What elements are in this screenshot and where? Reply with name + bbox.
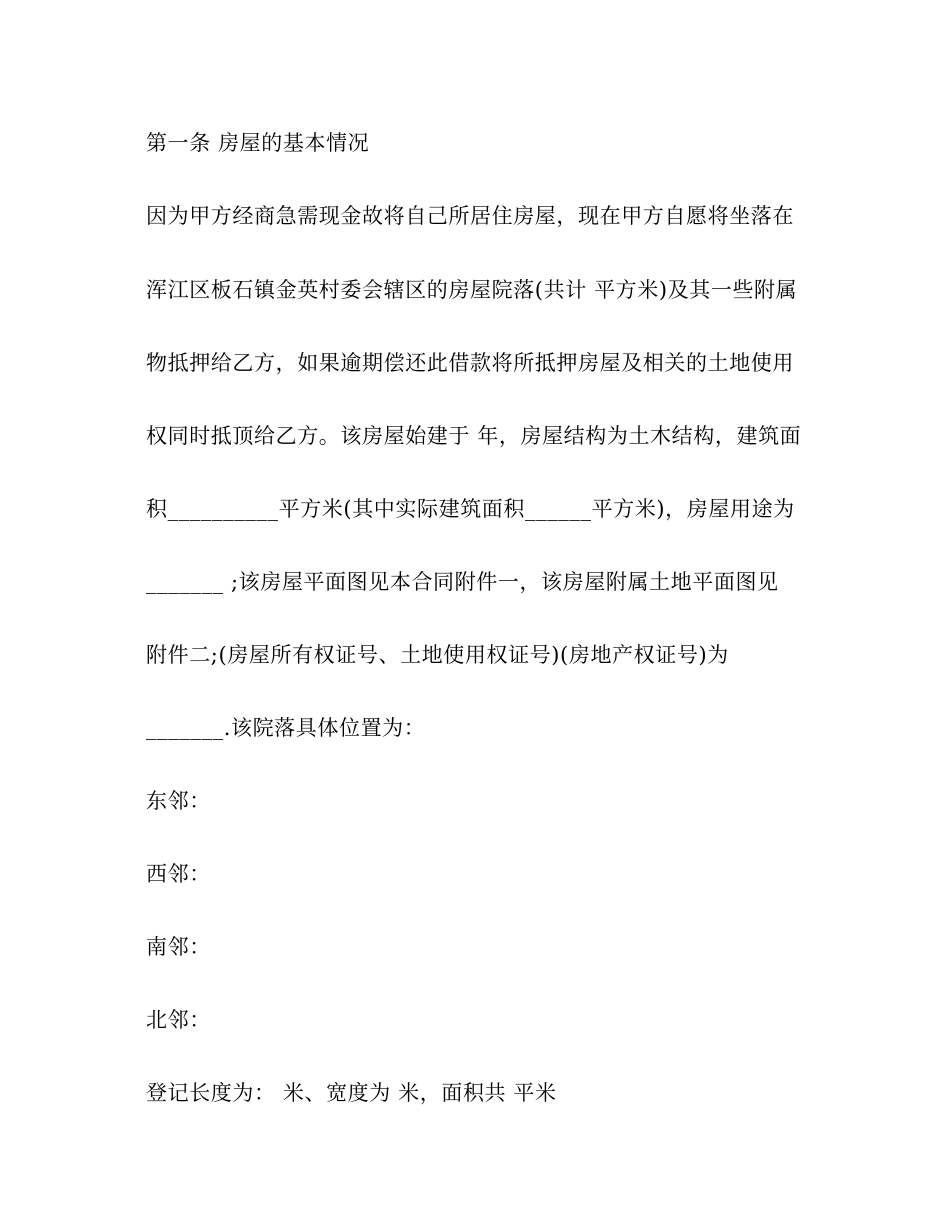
paragraph-line: _______.该院落具体位置为： [146,716,426,740]
paragraph-line: 浑江区板石镇金英村委会辖区的房屋院落(共计 平方米)及其一些附属 [146,278,798,302]
registered-size-line: 登记长度为： 米、宽度为 米，面积共 平米 [146,1081,557,1105]
west-neighbor-label: 西邻： [146,862,211,886]
article-heading: 第一条 房屋的基本情况 [146,131,370,155]
north-neighbor-label: 北邻： [146,1008,211,1032]
paragraph-line: 权同时抵顶给乙方。该房屋始建于 年，房屋结构为土木结构，建筑面 [146,424,802,448]
paragraph-line: 积__________平方米(其中实际建筑面积______平方米)，房屋用途为 [146,497,795,521]
paragraph-line: 物抵押给乙方，如果逾期偿还此借款将所抵押房屋及相关的土地使用 [146,351,794,375]
south-neighbor-label: 南邻： [146,935,211,959]
paragraph-line: 附件二;(房屋所有权证号、土地使用权证号)(房地产权证号)为 [146,643,729,667]
paragraph-line: _______ ;该房屋平面图见本合同附件一，该房屋附属土地平面图见 [146,570,779,594]
paragraph-line: 因为甲方经商急需现金故将自己所居住房屋，现在甲方自愿将坐落在 [146,204,794,228]
east-neighbor-label: 东邻： [146,789,211,813]
